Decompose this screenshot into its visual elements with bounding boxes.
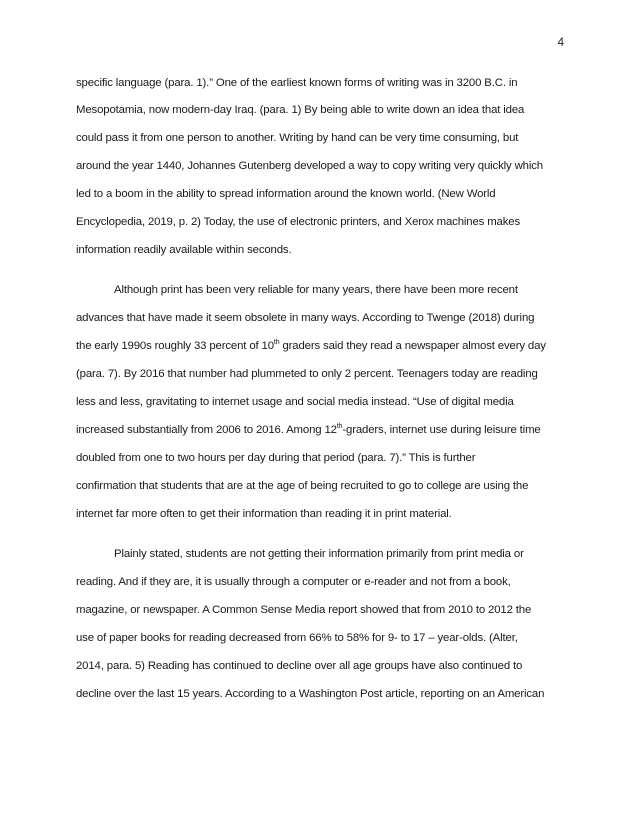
page-number: 4 bbox=[557, 37, 564, 49]
text-line: Encyclopedia, 2019, p. 2) Today, the use of electronic printers, and Xerox machines makes bbox=[76, 216, 521, 228]
text-line: advances that have made it seem obsolete in many ways. According to Twenge (2018) during bbox=[76, 312, 535, 324]
text-line: Mesopotamia, now modern-day Iraq. (para. 1) By being able to write down an idea that idea bbox=[76, 104, 525, 116]
text-line: doubled from one to two hours per day during that period (para. 7).” This is further bbox=[76, 452, 476, 464]
text-line: information readily available within seconds. bbox=[76, 244, 292, 256]
superscript: th bbox=[336, 423, 343, 430]
superscript: th bbox=[273, 339, 280, 346]
text-line: led to a boom in the ability to spread information around the known world. (New World bbox=[76, 188, 496, 200]
text-line bbox=[76, 339, 566, 353]
text-line: could pass it from one person to another. Writing by hand can be very time consuming, but bbox=[76, 132, 519, 144]
text-run: the early 1990s roughly 33 percent of 10 bbox=[76, 340, 274, 352]
text-line: Plainly stated, students are not getting their information primarily from print media or bbox=[114, 548, 524, 560]
text-line: decline over the last 15 years. According to a Washington Post article, reporting on an American bbox=[76, 688, 545, 700]
text-run: increased substantially from 2006 to 2016. Among 12 bbox=[76, 424, 337, 436]
text-line: 2014, para. 5) Reading has continued to decline over all age groups have also continued to bbox=[76, 660, 523, 672]
text-line bbox=[76, 423, 566, 437]
text-run: -graders, internet use during leisure time bbox=[342, 424, 541, 436]
text-line: magazine, or newspaper. A Common Sense Media report showed that from 2010 to 2012 the bbox=[76, 604, 532, 616]
text-line: less and less, gravitating to internet usage and social media instead. “Use of digital media bbox=[76, 396, 514, 408]
text-line: reading. And if they are, it is usually through a computer or e-reader and not from a book, bbox=[76, 576, 511, 588]
text-line: use of paper books for reading decreased from 66% to 58% for 9- to 17 – year-olds. (Alter, bbox=[76, 632, 518, 644]
text-line: around the year 1440, Johannes Gutenberg developed a way to copy writing very quickly which bbox=[76, 160, 543, 172]
text-line: specific language (para. 1).” One of the earliest known forms of writing was in 3200 B.C. in bbox=[76, 77, 518, 89]
text-line: internet far more often to get their information than reading it in print material. bbox=[76, 508, 452, 520]
text-run: graders said they read a newspaper almost every day bbox=[279, 340, 546, 352]
text-line: confirmation that students that are at the age of being recruited to go to college are using the bbox=[76, 480, 529, 492]
text-line: (para. 7). By 2016 that number had plummeted to only 2 percent. Teenagers today are reading bbox=[76, 368, 538, 380]
text-line: Although print has been very reliable for many years, there have been more recent bbox=[114, 284, 518, 296]
